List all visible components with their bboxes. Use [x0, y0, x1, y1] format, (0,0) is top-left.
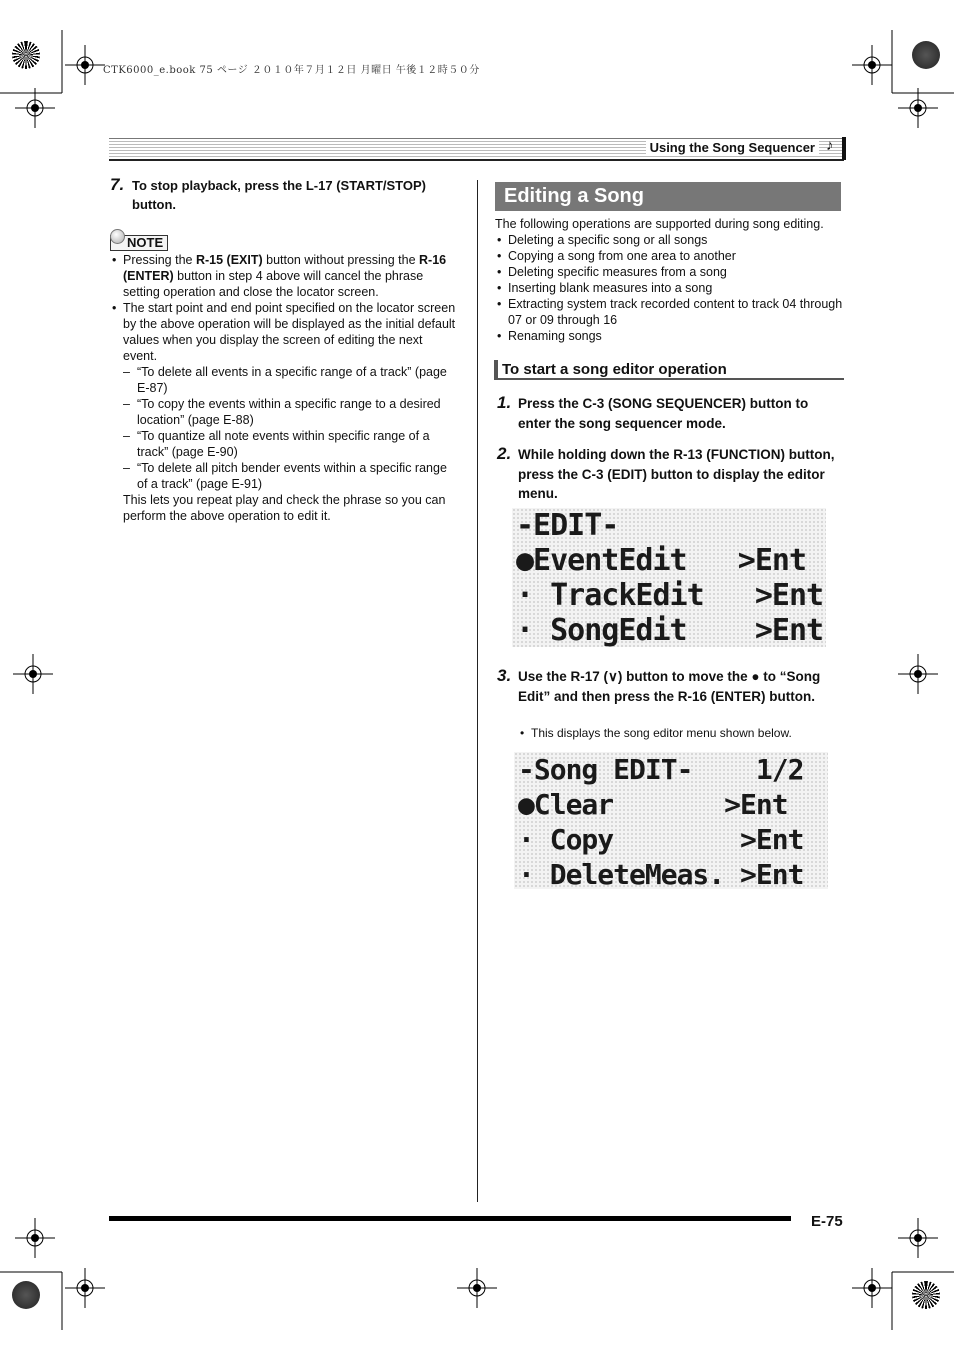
registration-mark-icon — [898, 1218, 938, 1258]
list-item: • Deleting specific measures from a song — [495, 264, 845, 280]
registration-mark-icon — [65, 1268, 105, 1308]
footer-bar — [109, 1216, 791, 1221]
print-info-line: CTK6000_e.book 75 ページ ２０１０年７月１２日 月曜日 午後１２時５０分 — [103, 65, 480, 76]
section-title: Editing a Song — [495, 182, 841, 211]
step-text: To stop playback, press the L-17 (START/STOP) button. — [132, 178, 426, 212]
registration-mark-icon — [898, 88, 938, 128]
note-label — [110, 229, 168, 252]
step-text: Use the R-17 (∨) button to move the ● to “Song Edit” and then press the R-16 (ENTER) button. — [518, 669, 821, 704]
note-body — [110, 252, 460, 524]
list-item: • Renaming songs — [495, 328, 845, 344]
list-item: – “To delete all events in a specific range of a track” (page E-87) — [110, 364, 460, 396]
registration-mark-icon — [457, 1268, 497, 1308]
color-target-icon — [912, 1281, 940, 1309]
step-number: 3. — [497, 666, 512, 685]
note-text: NOTE — [110, 235, 168, 251]
intro-block — [495, 216, 845, 344]
lcd-editor-menu — [512, 508, 826, 647]
registration-mark-icon — [15, 1218, 55, 1258]
intro-text: The following operations are supported during song editing. — [495, 217, 824, 231]
list-item: • Pressing the R-15 (EXIT) button without pressing the R-16 (ENTER) button in step 4 above will cancel the phrase setting operation and close the locator screen. — [110, 252, 460, 300]
color-target-icon — [12, 41, 40, 69]
registration-mark-icon — [65, 45, 105, 85]
header-end-block — [842, 137, 846, 160]
list-item: • Copying a song from one area to another — [495, 248, 845, 264]
list-item: • Deleting a specific song or all songs — [495, 232, 845, 248]
list-item: – “To copy the events within a specific range to a desired location” (page E-88) — [110, 396, 460, 428]
color-target-icon — [912, 41, 940, 69]
lcd-line: -EDIT- — [516, 508, 619, 543]
lcd-line: -Song EDIT- 1/2 — [518, 753, 804, 786]
lightbulb-icon — [110, 229, 125, 244]
step-text: While holding down the R-13 (FUNCTION) button, press the C-3 (EDIT) button to display the editor menu. — [518, 447, 835, 501]
registration-mark-icon — [852, 1268, 892, 1308]
step-note — [518, 726, 838, 740]
step-text: Press the C-3 (SONG SEQUENCER) button to enter the song sequencer mode. — [518, 396, 809, 431]
list-item: • This displays the song editor menu shown below. — [518, 726, 838, 740]
header-title: Using the Song Sequencer — [646, 140, 819, 155]
list-item: • Inserting blank measures into a song — [495, 280, 845, 296]
list-item: – “To quantize all note events within specific range of a track” (page E-90) — [110, 428, 460, 460]
lcd-line: ●Clear >Ent — [518, 788, 788, 821]
registration-mark-icon — [15, 88, 55, 128]
list-item: • Extracting system track recorded content to track 04 through 07 or 09 through 16 — [495, 296, 845, 328]
note-closing: This lets you repeat play and check the phrase so you can perform the above operation to edit it. — [123, 493, 446, 523]
registration-mark-icon — [852, 45, 892, 85]
subheading: To start a song editor operation — [494, 360, 844, 380]
lcd-line: ●EventEdit >Ent — [516, 543, 807, 578]
step-number: 2. — [497, 444, 512, 463]
list-item: • The start point and end point specified on the locator screen by the above operation will be displayed as the initial default values when you display the screen of editing the next event. — [110, 300, 460, 364]
registration-mark-icon — [13, 654, 53, 694]
lcd-song-edit-menu — [514, 752, 828, 889]
step-number: 1. — [497, 393, 512, 412]
lcd-line: · DeleteMeas. >Ent — [518, 858, 804, 889]
color-target-icon — [12, 1281, 40, 1309]
lcd-line: · Copy >Ent — [518, 823, 804, 856]
step-number: 7. — [110, 175, 125, 194]
lcd-line: · TrackEdit >Ent — [516, 578, 824, 613]
list-item: – “To delete all pitch bender events within a specific range of a track” (page E-91) — [110, 460, 460, 492]
page-number: E-75 — [811, 1213, 843, 1230]
registration-mark-icon — [898, 654, 938, 694]
column-divider — [477, 180, 478, 1202]
music-note-icon: ♪ — [826, 137, 834, 154]
lcd-line: · SongEdit >Ent — [516, 613, 824, 647]
